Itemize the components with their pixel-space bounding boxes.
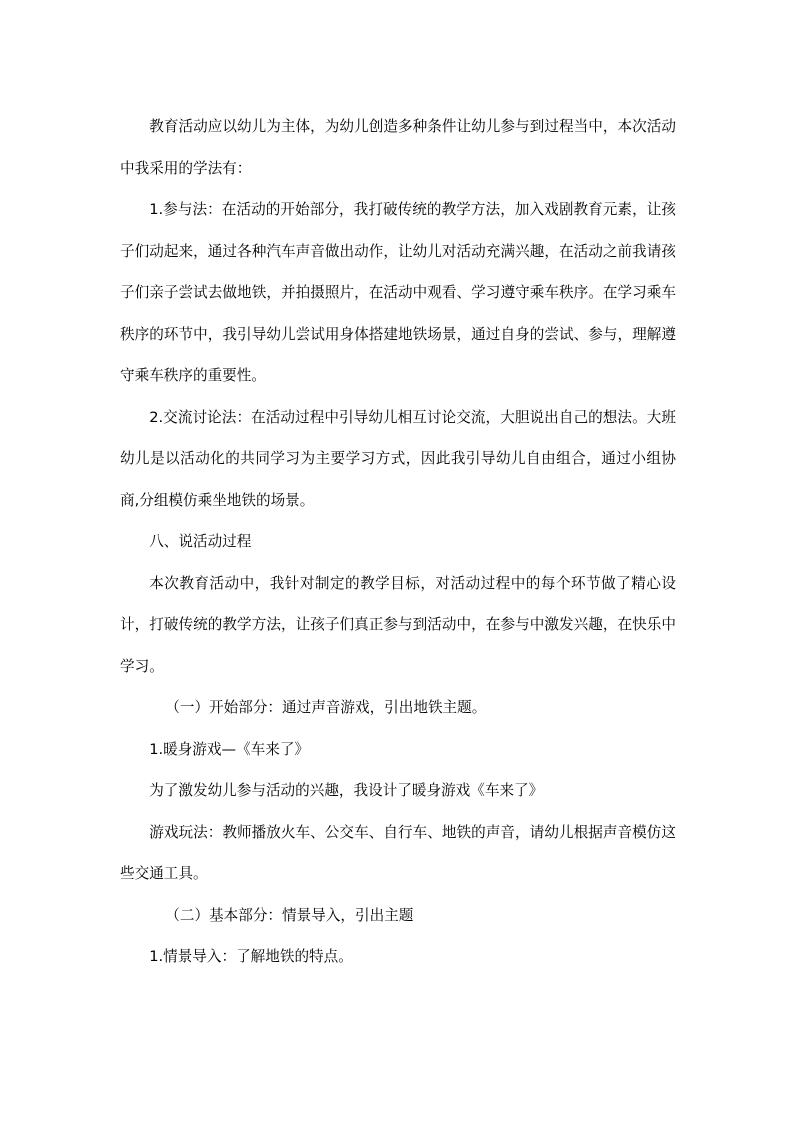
- paragraph-warmup-purpose: 为了激发幼儿参与活动的兴趣，我设计了暖身游戏《车来了》: [149, 782, 544, 799]
- item-scenario-intro: 1.情景导入：了解地铁的特点。: [149, 948, 353, 965]
- paragraph-discussion-method: 2.交流讨论法：在活动过程中引导幼儿相互讨论交流，大胆说出自己的想法。大班幼儿是以活动化的共同学习为主要学习方式，因此我引导幼儿自由组合，通过小组协商,分组模仿乘坐地铁的场景。: [120, 408, 676, 509]
- paragraph-participation-method: 1.参与法：在活动的开始部分，我打破传统的教学方法，加入戏剧教育元素，让孩子们动起来，通过各种汽车声音做出动作，让幼儿对活动充满兴趣，在活动之前我请孩子们亲子尝试去做地铁，并拍摄照片，在活动中观看、学习遵守乘车秩序。在学习乘车秩序的环节中，我引导幼儿尝试用身体搭建地铁场景，通过自身的尝试、参与，理解遵守乘车秩序的重要性。: [120, 201, 676, 384]
- section-heading-activity-process: 八、说活动过程: [149, 533, 252, 550]
- paragraph-game-rules: 游戏玩法：教师播放火车、公交车、自行车、地铁的声音，请幼儿根据声音模仿这些交通工具。: [120, 823, 676, 882]
- subheading-basic-part: （二）基本部分：情景导入，引出主题: [165, 906, 414, 924]
- paragraph-activity-process: 本次教育活动中，我针对制定的教学目标，对活动过程中的每个环节做了精心设计，打破传统的教学方法，让孩子们真正参与到活动中，在参与中激发兴趣，在快乐中学习。: [120, 574, 676, 675]
- paragraph-learning-methods-intro: 教育活动应以幼儿为主体，为幼儿创造多种条件让幼儿参与到过程当中，本次活动中我采用的学法有：: [120, 118, 676, 177]
- subheading-opening-part: （一）开始部分：通过声音游戏，引出地铁主题。: [165, 699, 487, 716]
- item-warmup-game: 1.暖身游戏—《车来了》: [149, 740, 310, 758]
- document-body: [120, 106, 676, 978]
